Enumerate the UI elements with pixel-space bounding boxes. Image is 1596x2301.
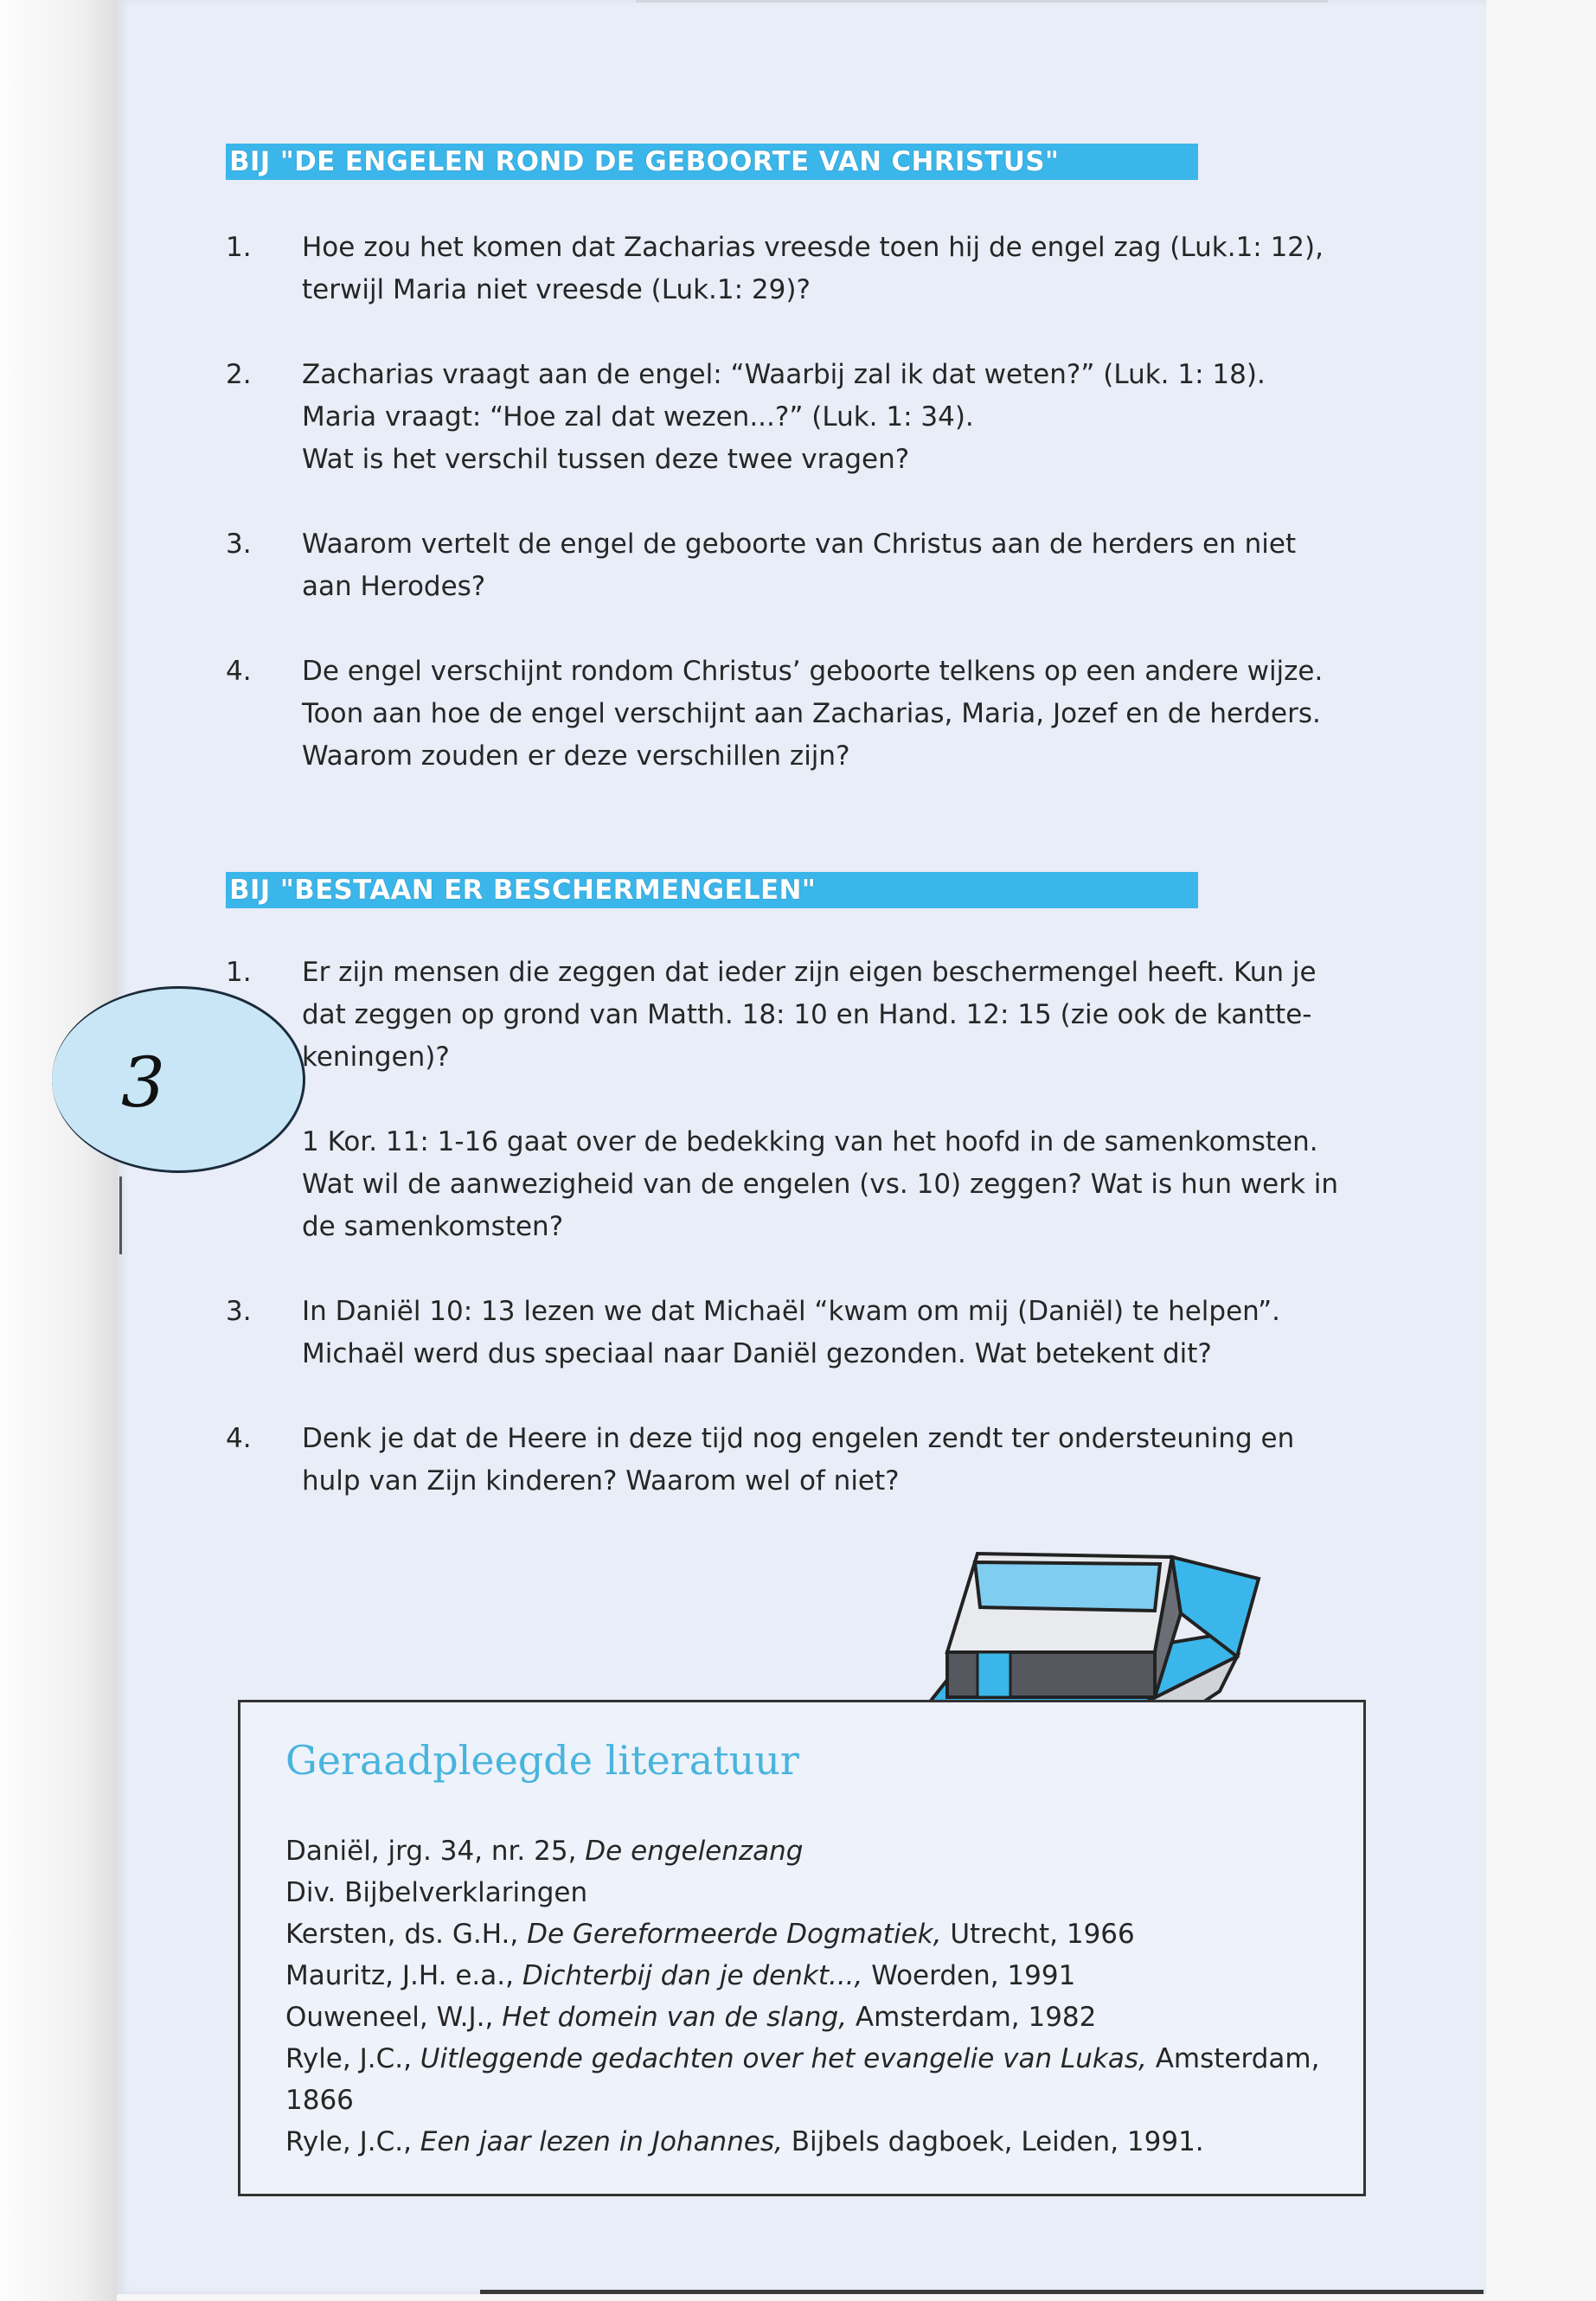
- question-text: In Daniël 10: 13 lezen we dat Michaël “kwam om mij (Daniël) te helpen”. Michaël werd dus speciaal naar Daniël gezonden. Wat betekent dit?: [302, 1296, 1281, 1369]
- question-text: De engel verschijnt rondom Christus’ geboorte telkens op een andere wijze. Toon aan hoe de engel verschijnt aan Zacharias, Maria, Jozef en de herders. Waarom zouden er deze verschillen zijn?: [302, 656, 1324, 772]
- question-item: [226, 523, 1471, 608]
- section-header-1: BIJ "DE ENGELEN ROND DE GEBOORTE VAN CHRISTUS": [226, 144, 1198, 180]
- question-number: 1.: [226, 957, 252, 988]
- question-item: [226, 1291, 1471, 1375]
- question-text: 1 Kor. 11: 1-16 gaat over de bedekking van het hoofd in de samenkomsten. Wat wil de aanwezigheid van de engelen (vs. 10) zeggen? Wat is hun werk in de samenkomsten?: [302, 1126, 1339, 1242]
- literature-item: Ryle, J.C., Een jaar lezen in Johannes, Bijbels dagboek, Leiden, 1991.: [285, 2126, 1204, 2157]
- literature-list: [285, 1830, 1341, 2163]
- top-bleed-line: [636, 0, 1328, 15]
- question-number: 4.: [226, 656, 252, 687]
- literature-item: 1866: [285, 2085, 354, 2116]
- question-item: [226, 952, 1471, 1079]
- question-item: [226, 651, 1471, 778]
- question-number: 4.: [226, 1423, 252, 1454]
- literature-item: Mauritz, J.H. e.a., Dichterbij dan je denkt..., Woerden, 1991: [285, 1960, 1076, 1991]
- document-page: [117, 0, 1486, 2294]
- question-number: 1.: [226, 232, 252, 263]
- question-item: [226, 1418, 1471, 1503]
- question-number: 2.: [226, 359, 252, 390]
- question-number: 3.: [226, 529, 252, 560]
- question-text: Zacharias vraagt aan de engel: “Waarbij zal ik dat weten?” (Luk. 1: 18). Maria vraagt: “Hoe zal dat wezen...?” (Luk. 1: 34). Wat is het verschil tussen deze twee vragen?: [302, 359, 1266, 475]
- question-list-1: [226, 227, 1471, 820]
- question-text: Denk je dat de Heere in deze tijd nog engelen zendt ter ondersteuning en hulp van Zijn kinderen? Waarom wel of niet?: [302, 1423, 1295, 1497]
- literature-title: Geraadpleegde literatuur: [285, 1737, 799, 1784]
- side-tab-number: 3: [121, 1042, 165, 1123]
- question-list-2: [226, 952, 1471, 1545]
- question-text: Waarom vertelt de engel de geboorte van Christus aan de herders en niet aan Herodes?: [302, 529, 1297, 602]
- bottom-edge-line: [480, 2290, 1484, 2294]
- question-text: Hoe zou het komen dat Zacharias vreesde toen hij de engel zag (Luk.1: 12), terwijl Maria niet vreesde (Luk.1: 29)?: [302, 232, 1324, 305]
- side-tick-mark: [119, 1176, 122, 1254]
- literature-box: [238, 1700, 1366, 2196]
- question-text: Er zijn mensen die zeggen dat ieder zijn eigen beschermengel heeft. Kun je dat zeggen op grond van Matth. 18: 10 en Hand. 12: 15 (zie ook de kantte- keningen)?: [302, 957, 1317, 1073]
- literature-item: Kersten, ds. G.H., De Gereformeerde Dogmatiek, Utrecht, 1966: [285, 1919, 1135, 1950]
- literature-item: Ouweneel, W.J., Het domein van de slang, Amsterdam, 1982: [285, 2002, 1097, 2033]
- literature-item: Ryle, J.C., Uitleggende gedachten over het evangelie van Lukas, Amsterdam,: [285, 2043, 1320, 2074]
- question-item: [226, 354, 1471, 481]
- literature-item: Div. Bijbelverklaringen: [285, 1877, 588, 1908]
- side-tab-disc: [52, 986, 305, 1173]
- section-header-2: BIJ "BESTAAN ER BESCHERMENGELEN": [226, 872, 1198, 908]
- literature-item: Daniël, jrg. 34, nr. 25, De engelenzang: [285, 1836, 804, 1867]
- question-item: [226, 227, 1471, 311]
- question-number: 3.: [226, 1296, 252, 1327]
- question-item: [226, 1121, 1471, 1248]
